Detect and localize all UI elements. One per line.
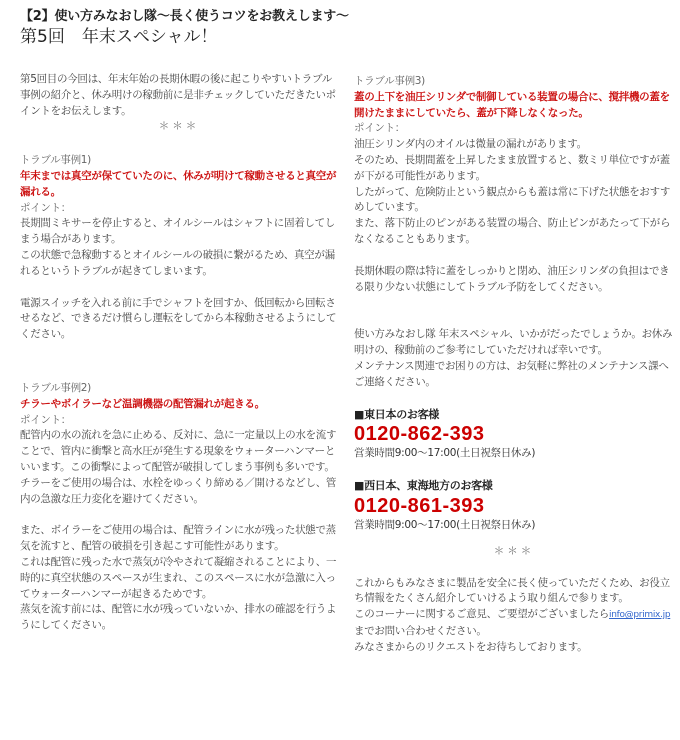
email-link[interactable]: info@primix.jp [609,610,671,621]
page-title: 第5回 年末スペシャル！ [20,27,218,47]
left-column [20,72,338,634]
outro-paragraph: みなさまからのリクエストをお待ちしております。 [354,640,588,653]
case3-label: トラブル事例3) [354,75,425,87]
case1-paragraph: 長期間ミキサーを停止すると、オイルシールはシャフトに固着してしまう場合があります。 [20,217,335,246]
contact-west-heading: ■西日本、東海地方のお客様 [354,479,493,493]
case2-point-label: ポイント： [20,413,71,426]
right-column [354,72,674,656]
case3-headline: 蓋の上下を油圧シリンダで制御している装置の場合に、撹拌機の蓋を開けたままにしていたら、蓋が下降しなくなった。 [354,90,670,119]
contact-west [354,478,674,534]
case2-paragraph: また、ボイラーをご使用の場合は、配管ラインに水が残った状態で蒸気を流すと、配管の破損を引き起こす可能性があります。 [20,524,336,553]
case2-label: トラブル事例2) [20,381,91,394]
outro-contact-line [354,607,674,640]
case2-paragraph: 蒸気を流す前には、配管に水が残っていないか、排水の確認を行うようにしてください。 [20,603,337,632]
contact-east-phone[interactable]: 0120-862-393 [354,423,485,446]
contact-east-hours: 営業時間9:00〜17:00(土日祝祭日休み) [354,447,536,460]
section-separator: ＊＊＊ [158,120,200,133]
case3-paragraph: 長期休暇の際は特に蓋をしっかりと閉め、油圧シリンダの負担はできる限り少ない状態にしてトラブル予防をしてください。 [354,264,670,293]
case3-paragraph: そのため、長期間蓋を上昇したまま放置すると、数ミリ単位ですが蓋が下がる可能性があります。 [354,153,670,182]
case2-paragraph: チラーをご使用の場合は、水栓をゆっくり締める／開けるなどし、管内の急激な圧力変化を避けてください。 [20,476,337,505]
case3-paragraph: 油圧シリンダ内のオイルは微量の漏れがあります。 [354,138,587,151]
section-separator: ＊＊＊ [493,544,535,557]
contact-west-phone[interactable]: 0120-861-393 [354,494,485,517]
contact-east-heading: ■東日本のお客様 [354,407,439,421]
intro-paragraph: 第5回目の今回は、年末年始の長期休暇の後に起こりやすいトラブル事例の紹介と、休み明けの稼動前に是非チェックしていただきたいポイントをお伝えします。 [20,73,336,117]
outro-contact-text-end: までお問い合わせください。 [354,624,487,637]
case2-paragraph: 配管内の水の流れを急に止める、反対に、急に一定量以上の水を流すことで、管内に衝撃と高水圧が発生する現象をウォーターハンマーといいます。この衝撃によって配管が破損してしまう事例も多いです。 [20,429,337,473]
case3-point-label: ポイント： [354,122,405,135]
case1-label: トラブル事例1) [20,154,91,167]
case3-paragraph: また、落下防止のピンがある装置の場合、防止ピンがあたって下がらなくなることもあります。 [354,217,671,245]
case1-paragraph: 電源スイッチを入れる前に手でシャフトを回すか、低回転から回転させるなど、できるだけ慣らし運転をしてから本稼動させるようにしてください。 [20,296,337,341]
outro-contact-text: このコーナーに関するご意見、ご要望がございましたら [354,608,609,621]
case1-point-label: ポイント： [20,201,71,214]
case2-headline: チラーやボイラーなど温調機器の配管漏れが起きる。 [20,397,265,410]
case1-paragraph: この状態で急稼動するとオイルシールの破損に繋がるため、真空が漏れるというトラブルが起きてしまいます。 [20,248,335,277]
case3-paragraph: したがって、危険防止という観点からも蓋は常に下げた状態をおすすめしています。 [354,185,671,214]
series-subtitle: 【2】使い方みなおし隊〜長く使うコツをお教えします〜 [20,9,349,24]
case1-headline: 年末までは真空が保てていたのに、休みが明けて稼動させると真空が漏れる。 [20,169,337,198]
case2-paragraph: これは配管に残った水で蒸気が冷やされて凝縮されることにより、一時的に真空状態のスペースが生まれ、このスペースに水が急激に入ってウォーターハンマーが起きるためです。 [20,555,337,600]
contact-west-hours: 営業時間9:00〜17:00(土日祝祭日休み) [354,518,536,531]
closing-paragraph: 使い方みなおし隊 年末スペシャル、いかがだったでしょうか。お休み明けの、稼動前のご参考にしていただければ幸いです。 [354,328,673,357]
closing-paragraph: メンテナンス関連でお困りの方は、お気軽に弊社のメンテナンス課へご連絡ください。 [354,359,669,388]
contact-east [354,407,674,463]
outro-paragraph: これからもみなさまに製品を安全に長く使っていただくため、お役立ち情報をたくさん紹介していけるよう取り組んで参ります。 [354,576,670,605]
article-header [20,8,670,48]
